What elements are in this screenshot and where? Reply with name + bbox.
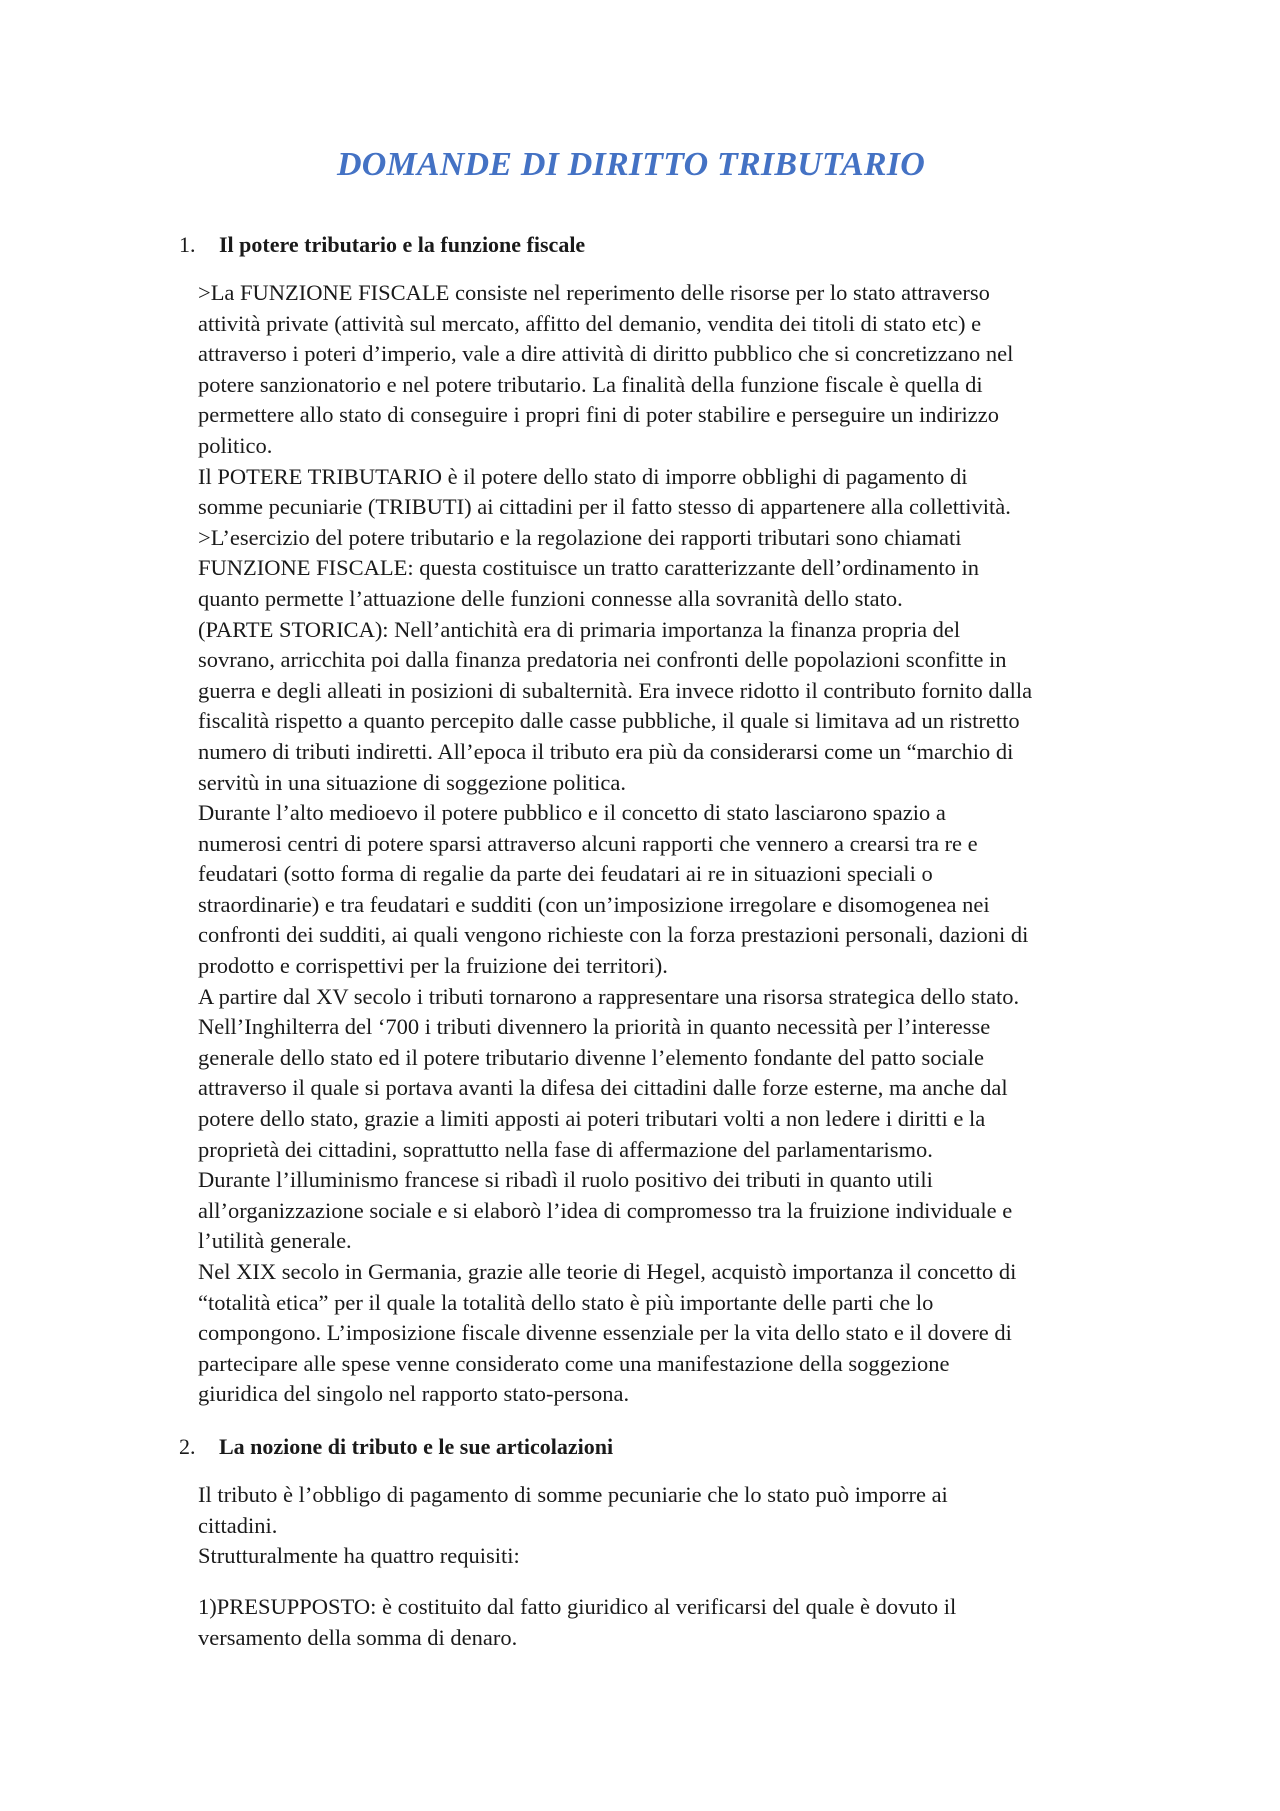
text-line: numero di tributi indiretti. All’epoca il tributo era più da considerarsi come un “marchio di [198, 738, 1014, 764]
text-line: quanto permette l’attuazione delle funzioni connesse alla sovranità dello stato. [198, 585, 903, 611]
text-line: attraverso il quale si portava avanti la difesa dei cittadini dalle forze esterne, ma anche dal [198, 1075, 1008, 1101]
text-line: compongono. L’imposizione fiscale divenne essenziale per la vita dello stato e il dovere di [198, 1320, 1012, 1346]
text-line: permettere allo stato di conseguire i propri fini di poter stabilire e perseguire un indirizzo [198, 402, 999, 428]
text-line: (PARTE STORICA): Nell’antichità era di primaria importanza la finanza propria del [198, 616, 961, 642]
section-number: 2. [179, 1434, 196, 1459]
section-heading-2 [179, 1432, 613, 1462]
text-line: confronti dei sudditi, ai quali vengono richieste con la forza prestazioni personali, dazioni di [198, 922, 1029, 948]
section-title: Il potere tributario e la funzione fiscale [219, 232, 586, 257]
text-line: Il POTERE TRIBUTARIO è il potere dello stato di imporre obblighi di pagamento di [198, 463, 968, 489]
section-heading-1 [179, 230, 585, 260]
text-line: Durante l’alto medioevo il potere pubblico e il concetto di stato lasciarono spazio a [198, 800, 946, 826]
text-line: >La FUNZIONE FISCALE consiste nel reperimento delle risorse per lo stato attraverso [198, 280, 990, 305]
section-body-2 [198, 1480, 1198, 1572]
text-line: sovrano, arricchita poi dalla finanza predatoria nei confronti delle popolazioni sconfitte in [198, 647, 1007, 673]
text-line: straordinarie) e tra feudatari e sudditi (con un’imposizione irregolare e disomogenea nei [198, 891, 990, 917]
text-line: FUNZIONE FISCALE: questa costituisce un tratto caratterizzante dell’ordinamento in [198, 555, 980, 581]
text-line: Strutturalmente ha quattro requisiti: [198, 1543, 520, 1569]
text-line: Il tributo è l’obbligo di pagamento di somme pecuniarie che lo stato può imporre ai [198, 1482, 948, 1507]
text-line: proprietà dei cittadini, soprattutto nella fase di affermazione del parlamentarismo. [198, 1136, 933, 1162]
text-line: numerosi centri di potere sparsi attraverso alcuni rapporti che vennero a crearsi tra re e [198, 830, 978, 856]
text-line: 1)PRESUPPOSTO: è costituito dal fatto giuridico al verificarsi del quale è dovuto il [198, 1594, 957, 1619]
text-line: attività private (attività sul mercato, affitto del demanio, vendita dei titoli di stato etc) e [198, 310, 982, 336]
text-line: feudatari (sotto forma di regalie da parte dei feudatari ai re in situazioni speciali o [198, 861, 933, 887]
text-line: somme pecuniarie (TRIBUTI) ai cittadini per il fatto stesso di appartenere alla collettività. [198, 494, 1011, 520]
section-body-1 [198, 278, 1198, 1410]
text-line: “totalità etica” per il quale la totalità dello stato è più importante delle parti che lo [198, 1289, 934, 1315]
text-line: A partire dal XV secolo i tributi tornarono a rappresentare una risorsa strategica dello stato. [198, 983, 1020, 1009]
text-line: generale dello stato ed il potere tributario divenne l’elemento fondante del patto sociale [198, 1044, 984, 1070]
text-line: partecipare alle spese venne considerato come una manifestazione della soggezione [198, 1350, 950, 1376]
text-line: prodotto e corrispettivi per la fruizione dei territori). [198, 953, 668, 979]
text-line: potere sanzionatorio e nel potere tributario. La finalità della funzione fiscale è quella di [198, 371, 983, 397]
document-title: DOMANDE DI DIRITTO TRIBUTARIO [336, 146, 925, 183]
text-line: potere dello stato, grazie a limiti apposti ai poteri tributari volti a non ledere i diritti e la [198, 1106, 986, 1132]
text-line: all’organizzazione sociale e si elaborò l’idea di compromesso tra la fruizione individuale e [198, 1197, 1013, 1223]
text-line: giuridica del singolo nel rapporto stato-persona. [198, 1381, 630, 1407]
section-body-2b [198, 1592, 1198, 1653]
text-line: servitù in una situazione di soggezione politica. [198, 769, 627, 795]
section-title: La nozione di tributo e le sue articolazioni [219, 1434, 614, 1459]
text-line: Nell’Inghilterra del ‘700 i tributi divennero la priorità in quanto necessità per l’interesse [198, 1014, 991, 1040]
text-line: Nel XIX secolo in Germania, grazie alle teorie di Hegel, acquistò importanza il concetto di [198, 1259, 1017, 1284]
section-number: 1. [179, 232, 196, 257]
text-line: cittadini. [198, 1512, 278, 1538]
text-line: l’utilità generale. [198, 1228, 352, 1254]
text-line: politico. [198, 432, 273, 458]
text-line: versamento della somma di denaro. [198, 1624, 518, 1650]
text-line: Durante l’illuminismo francese si ribadì il ruolo positivo dei tributi in quanto utili [198, 1167, 933, 1193]
text-line: fiscalità rispetto a quanto percepito dalle casse pubbliche, il quale si limitava ad un ristretto [198, 708, 1020, 734]
text-line: attraverso i poteri d’imperio, vale a dire attività di diritto pubblico che si concretizzano nel [198, 341, 1014, 367]
text-line: guerra e degli alleati in posizioni di subalternità. Era invece ridotto il contributo fornito dalla [198, 677, 1033, 703]
text-line: >L’esercizio del potere tributario e la regolazione dei rapporti tributari sono chiamati [198, 524, 962, 550]
